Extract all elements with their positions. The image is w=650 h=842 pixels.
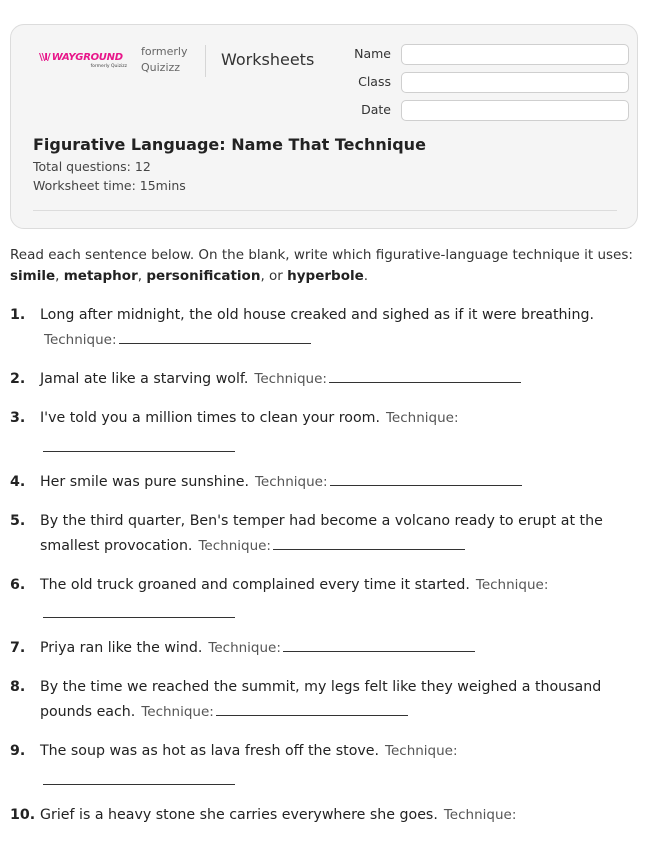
worksheet-header: [10, 24, 638, 229]
technique-label: Technique:: [254, 474, 328, 490]
question-text: Jamal ate like a starving wolf.: [40, 371, 249, 387]
question-number: 2.: [10, 371, 26, 387]
question-text: By the time we reached the summit, my legs felt like they weighed a thousand pounds each.: [40, 679, 602, 720]
technique-label: Technique:: [385, 410, 459, 426]
logo-text: WAYGROUND: [51, 52, 123, 63]
question-number: 4.: [10, 474, 26, 490]
technique-label: Technique:: [44, 332, 117, 348]
question-number: 8.: [10, 679, 26, 695]
term-hyperbole: hyperbole: [287, 268, 364, 284]
term-simile: simile: [10, 268, 56, 284]
question-7: [10, 636, 640, 661]
date-label: Date: [361, 102, 391, 117]
class-field: [341, 72, 631, 94]
logo-subtext: formerly Quizizz: [90, 64, 127, 69]
name-label: Name: [354, 46, 391, 61]
technique-label: Technique:: [208, 640, 281, 656]
technique-label: Technique:: [141, 704, 214, 720]
question-text: By the third quarter, Ben's temper had become a volcano ready to erupt at the smallest provocation.: [40, 513, 603, 554]
wayground-logo-icon: \\I/: [39, 52, 50, 63]
question-6: [10, 573, 640, 598]
question-text: Grief is a heavy stone she carries everywhere she goes.: [40, 807, 438, 823]
term-personification: personification: [146, 268, 261, 284]
question-text: I've told you a million times to clean your room.: [40, 410, 380, 426]
worksheet-title: Figurative Language: Name That Technique: [33, 135, 426, 154]
answer-blank[interactable]: [43, 450, 235, 452]
question-number: 1.: [10, 307, 26, 323]
term-metaphor: metaphor: [63, 268, 138, 284]
question-3: [10, 406, 640, 431]
technique-label: Technique:: [443, 807, 517, 823]
name-input[interactable]: [401, 44, 629, 65]
sep: ,: [137, 268, 147, 284]
question-5: [10, 509, 640, 559]
answer-blank[interactable]: [330, 470, 522, 486]
answer-blank[interactable]: [43, 616, 235, 618]
date-input[interactable]: [401, 100, 629, 121]
header-divider: [205, 45, 206, 77]
technique-label: Technique:: [385, 743, 458, 759]
instructions-text: Read each sentence below. On the blank, write which figurative-language technique it uses:: [10, 247, 633, 263]
question-number: 6.: [10, 577, 26, 593]
technique-label: Technique:: [254, 371, 327, 387]
header-bottom-divider: [33, 210, 617, 211]
answer-blank[interactable]: [43, 783, 235, 785]
worksheet-time: Worksheet time: 15mins: [33, 178, 186, 193]
question-10: [10, 803, 640, 828]
answer-blank[interactable]: [283, 636, 475, 652]
answer-blank[interactable]: [119, 328, 311, 344]
sep: .: [363, 268, 369, 284]
question-9: [10, 739, 640, 764]
question-number: 5.: [10, 513, 26, 529]
question-text: The old truck groaned and complained every time it started.: [40, 577, 470, 593]
date-field: [341, 100, 631, 122]
question-text: The soup was as hot as lava fresh off the stove.: [40, 743, 380, 759]
class-label: Class: [358, 74, 391, 89]
technique-label: Technique:: [475, 577, 549, 593]
question-4: [10, 470, 640, 495]
question-number: 3.: [10, 410, 26, 426]
question-8: [10, 675, 640, 725]
question-2: [10, 367, 640, 392]
sep: ,: [55, 268, 64, 284]
technique-label: Technique:: [198, 538, 271, 554]
sep: , or: [260, 268, 288, 284]
question-text: Priya ran like the wind.: [40, 640, 203, 656]
question-text: Her smile was pure sunshine.: [40, 474, 249, 490]
question-text: Long after midnight, the old house creaked and sighed as if it were breathing.: [40, 307, 594, 323]
answer-blank[interactable]: [273, 534, 465, 550]
answer-blank[interactable]: [216, 700, 408, 716]
doc-type-label: Worksheets: [221, 50, 315, 69]
total-questions: Total questions: 12: [33, 159, 151, 174]
question-number: 10.: [10, 807, 36, 823]
name-field: [341, 44, 631, 66]
formerly-quizizz-label: formerly Quizizz: [141, 45, 188, 74]
class-input[interactable]: [401, 72, 629, 93]
wayground-logo: [39, 52, 127, 69]
question-number: 7.: [10, 640, 26, 656]
question-1: [10, 303, 640, 353]
answer-blank[interactable]: [329, 367, 521, 383]
instructions: [10, 245, 640, 287]
question-number: 9.: [10, 743, 26, 759]
